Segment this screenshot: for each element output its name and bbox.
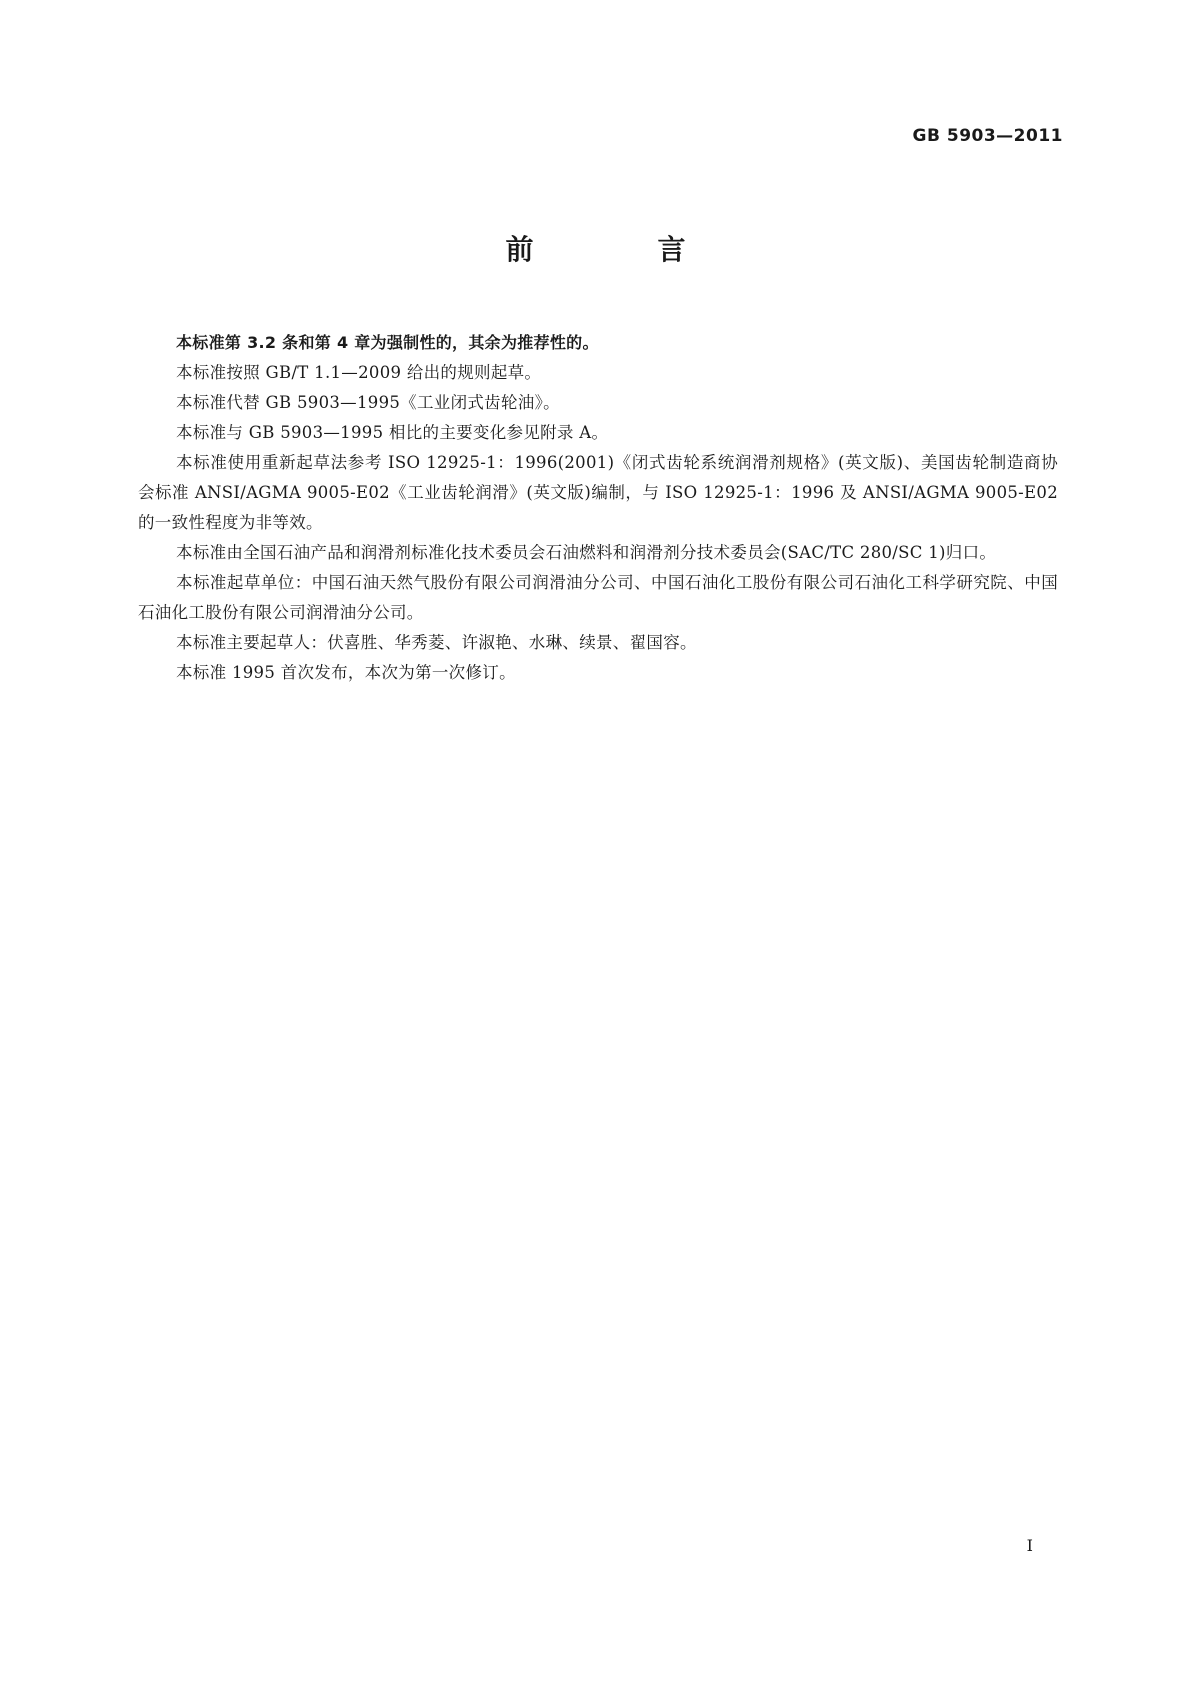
- foreword-body: [138, 328, 1058, 688]
- paragraph-history: 本标准 1995 首次发布，本次为第一次修订。: [176, 663, 516, 682]
- page-number: I: [1026, 1536, 1033, 1555]
- paragraph-main-changes: 本标准与 GB 5903—1995 相比的主要变化参见附录 A。: [176, 423, 609, 442]
- paragraph-drafters: 本标准主要起草人：伏喜胜、华秀菱、许淑艳、水琳、续景、翟国容。: [176, 633, 697, 652]
- page-title: 前 言: [505, 233, 734, 266]
- paragraph-drafting-units: 本标准起草单位：中国石油天然气股份有限公司润滑油分公司、中国石油化工股份有限公司石油化工科学研究院、中国石油化工股份有限公司润滑油分公司。: [138, 573, 1058, 622]
- paragraph-committee: 本标准由全国石油产品和润滑剂标准化技术委员会石油燃料和润滑剂分技术委员会(SAC/TC 280/SC 1)归口。: [176, 543, 997, 562]
- standard-code: GB 5903—2011: [912, 126, 1063, 146]
- paragraph-references: 本标准使用重新起草法参考 ISO 12925-1：1996(2001)《闭式齿轮系统润滑剂规格》(英文版)、美国齿轮制造商协会标准 ANSI/AGMA 9005-E02《工业齿轮润滑》(英文版)编制，与 ISO 12925-1：1996 及 ANSI/AGMA 9005-E02 的一致性程度为非等效。: [138, 453, 1058, 532]
- paragraph-mandatory-clause: 本标准第 3.2 条和第 4 章为强制性的，其余为推荐性的。: [176, 333, 599, 352]
- paragraph-drafting-rules: 本标准按照 GB/T 1.1—2009 给出的规则起草。: [176, 363, 542, 382]
- paragraph-replaces: 本标准代替 GB 5903—1995《工业闭式齿轮油》。: [176, 393, 560, 412]
